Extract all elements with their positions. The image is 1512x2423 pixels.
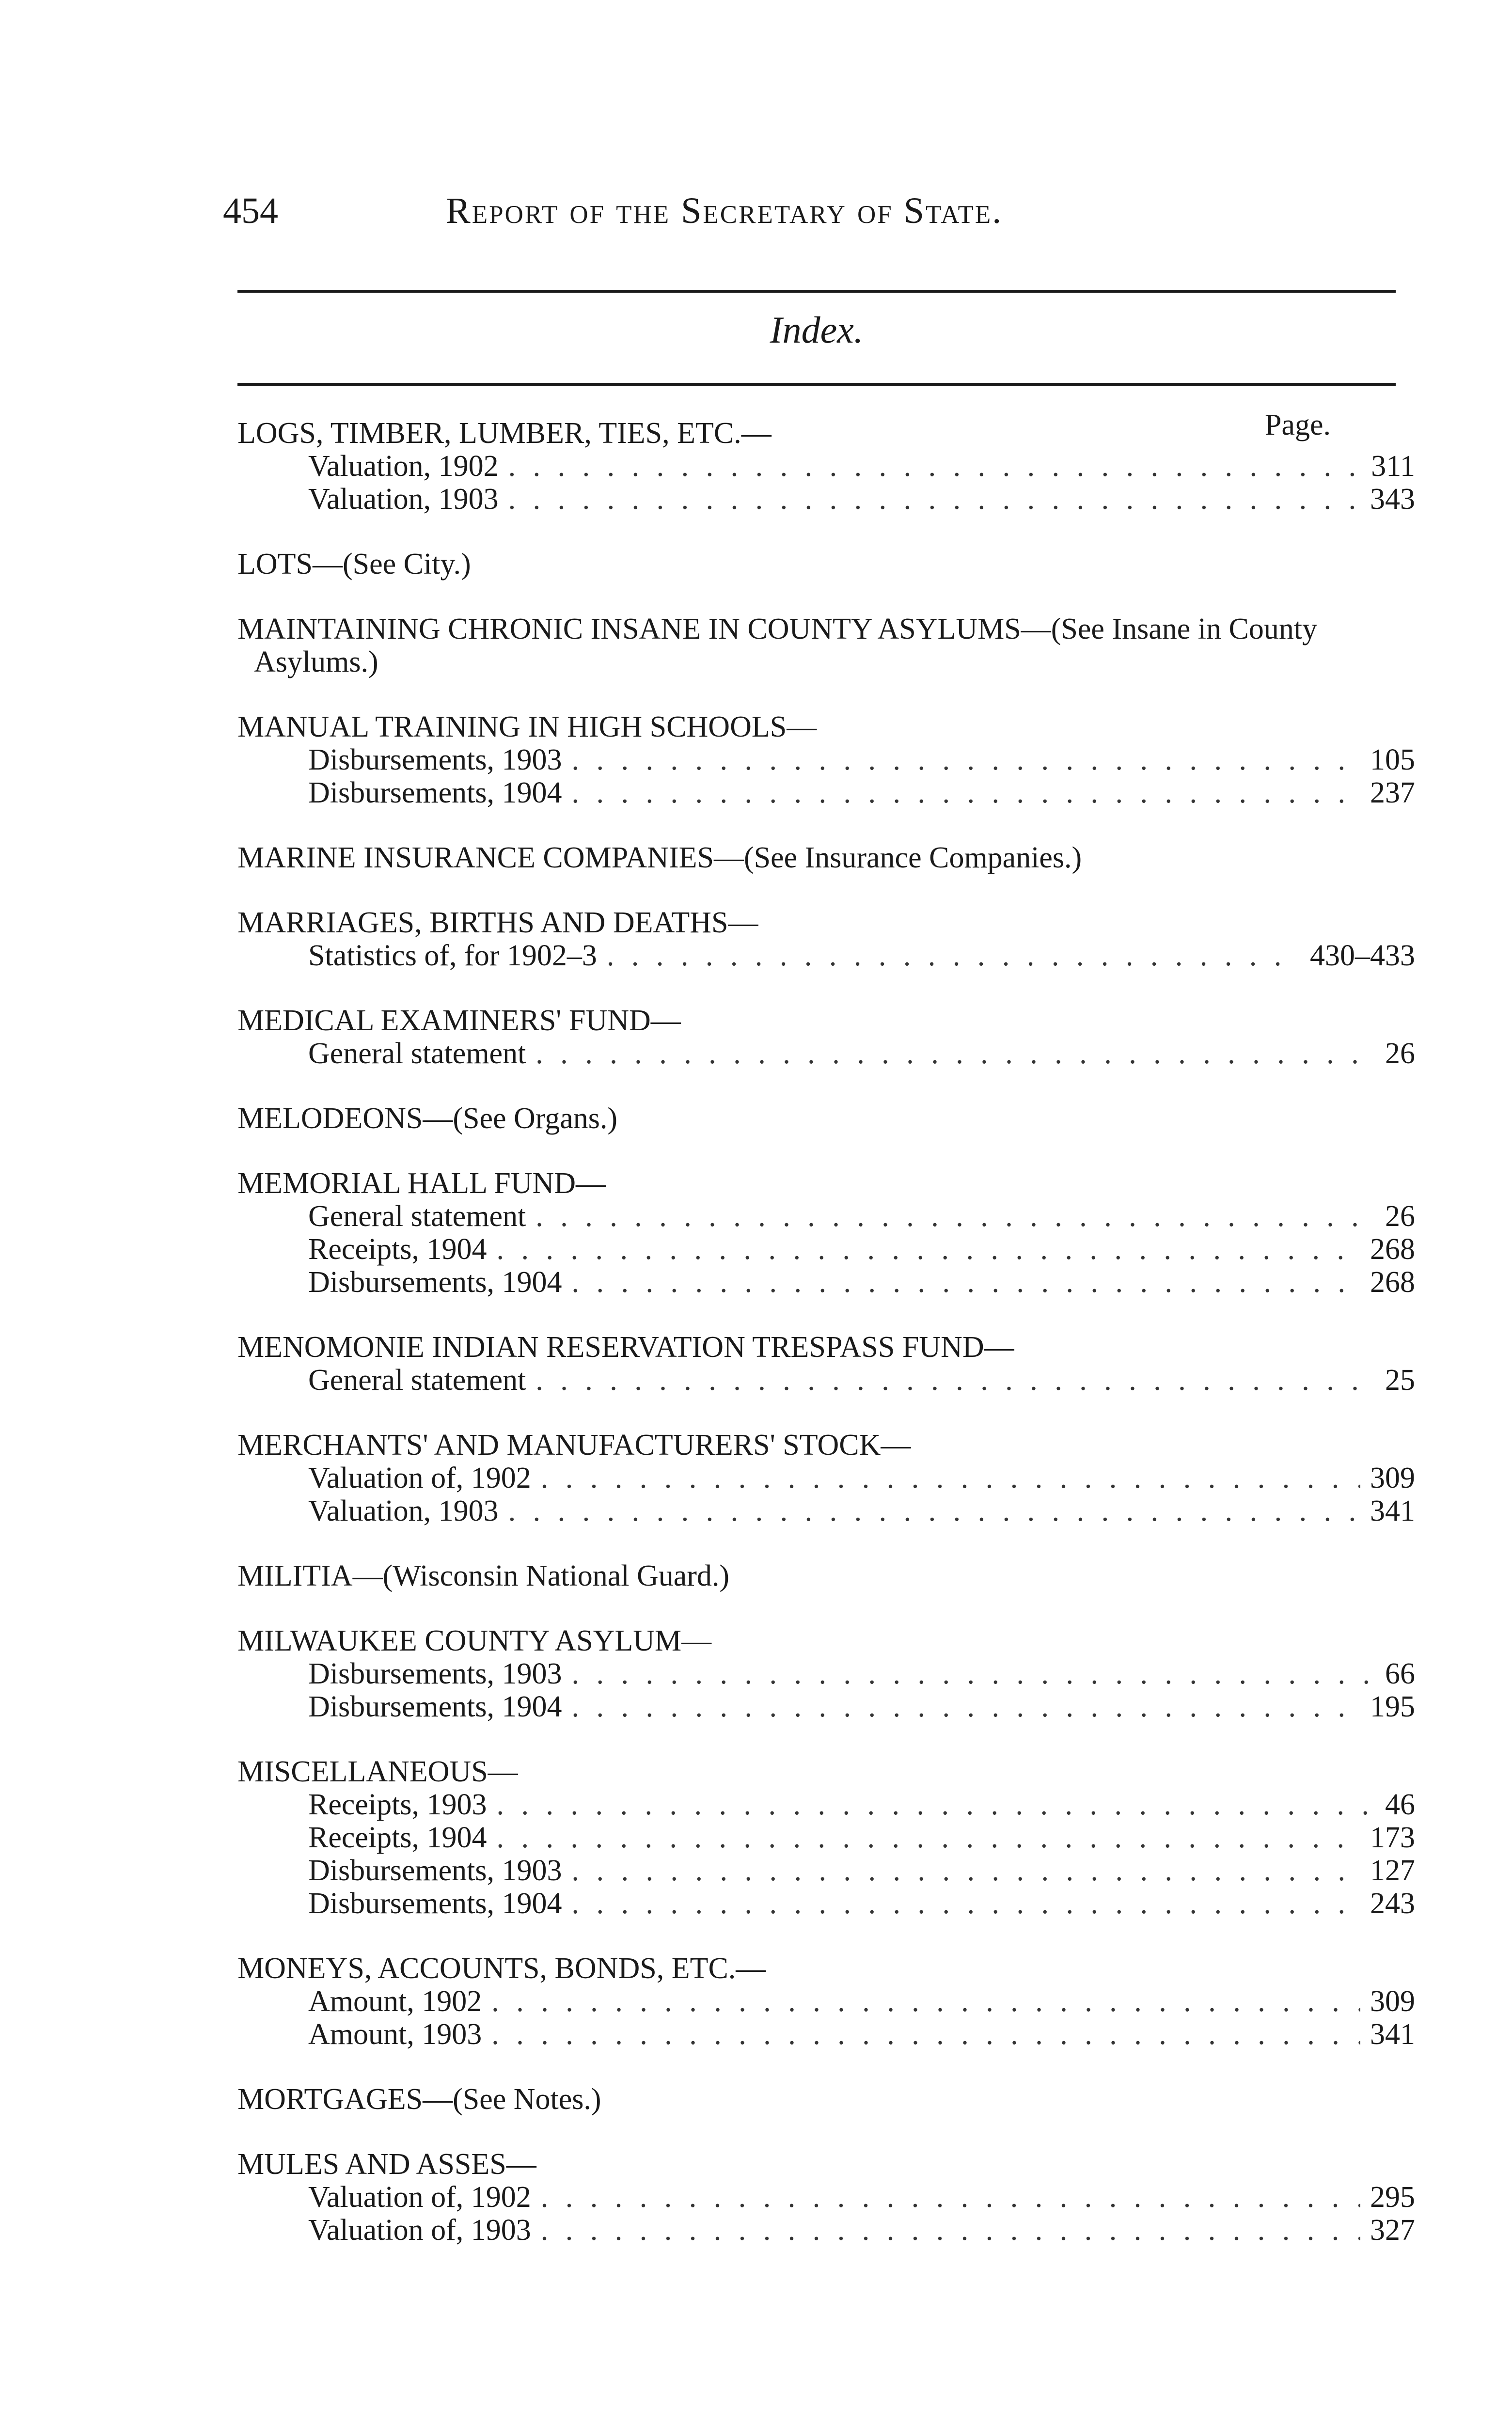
entry-row <box>237 450 1415 483</box>
index-entry <box>237 1952 1415 2051</box>
entry-page-ref: 173 <box>1370 1821 1415 1854</box>
dot-leader <box>572 776 1360 809</box>
entry-row <box>237 483 1415 516</box>
index-entry <box>237 2148 1415 2247</box>
entry-page-ref: 243 <box>1370 1887 1415 1920</box>
dot-leader <box>508 1495 1360 1527</box>
entry-label: Disbursements, 1903 <box>308 1854 562 1887</box>
entry-row <box>237 1985 1415 2018</box>
entry-heading: MORTGAGES—(See Notes.) <box>237 2083 601 2116</box>
dot-leader <box>572 1690 1360 1723</box>
entry-label: Statistics of, for 1902–3 <box>308 939 597 972</box>
entry-label: Amount, 1903 <box>308 2018 482 2051</box>
dot-leader <box>497 1233 1361 1266</box>
entry-row <box>237 1788 1415 1821</box>
index-entry <box>237 548 1415 581</box>
entry-page-ref: 66 <box>1385 1657 1415 1690</box>
entry-row <box>237 1200 1415 1233</box>
dot-leader <box>497 1788 1370 1821</box>
entry-page-ref: 341 <box>1370 1495 1415 1527</box>
entry-heading: MEDICAL EXAMINERS' FUND— <box>237 1004 681 1037</box>
entry-page-ref: 309 <box>1370 1462 1415 1495</box>
dot-leader <box>572 1266 1360 1299</box>
dot-leader <box>536 1200 1371 1233</box>
entry-row <box>237 1037 1415 1070</box>
dot-leader <box>541 2181 1360 2214</box>
entry-row <box>237 2018 1415 2051</box>
dot-leader <box>572 1657 1373 1690</box>
dot-leader <box>508 450 1362 483</box>
index-entry <box>237 613 1415 678</box>
entry-heading: MISCELLANEOUS— <box>237 1755 518 1788</box>
page-number: 454 <box>223 190 278 231</box>
index-list <box>237 417 1415 2279</box>
entry-heading: MILITIA—(Wisconsin National Guard.) <box>237 1559 730 1592</box>
entry-label: Disbursements, 1903 <box>308 743 562 776</box>
entry-heading: MEMORIAL HALL FUND— <box>237 1167 606 1200</box>
entry-row <box>237 1690 1415 1723</box>
index-entry <box>237 1331 1415 1397</box>
entry-heading: MULES AND ASSES— <box>237 2148 536 2181</box>
entry-row <box>237 1657 1415 1690</box>
entry-label: Disbursements, 1904 <box>308 1887 562 1920</box>
entry-label: Receipts, 1903 <box>308 1788 487 1821</box>
entry-row <box>237 1266 1415 1299</box>
entry-heading: MONEYS, ACCOUNTS, BONDS, ETC.— <box>237 1952 766 1985</box>
index-entry <box>237 1102 1415 1135</box>
entry-heading: LOGS, TIMBER, LUMBER, TIES, ETC.— <box>237 417 772 450</box>
entry-page-ref: 327 <box>1370 2214 1415 2247</box>
entry-page-ref: 295 <box>1370 2181 1415 2214</box>
entry-page-ref: 237 <box>1370 776 1415 809</box>
index-entry <box>237 1624 1415 1723</box>
entry-page-ref: 195 <box>1370 1690 1415 1723</box>
entry-label: Receipts, 1904 <box>308 1821 487 1854</box>
entry-label: Receipts, 1904 <box>308 1233 487 1266</box>
entry-page-ref: 26 <box>1385 1200 1415 1233</box>
entry-row <box>237 1495 1415 1527</box>
index-entry <box>237 2083 1415 2116</box>
entry-row <box>237 1364 1415 1397</box>
entry-page-ref: 268 <box>1370 1233 1415 1266</box>
entry-label: Valuation, 1903 <box>308 1495 499 1527</box>
entry-label: Valuation of, 1902 <box>308 1462 531 1495</box>
entry-row <box>237 1233 1415 1266</box>
dot-leader <box>541 2214 1360 2247</box>
entry-page-ref: 46 <box>1385 1788 1415 1821</box>
entry-heading: MELODEONS—(See Organs.) <box>237 1102 618 1135</box>
entry-page-ref: 25 <box>1385 1364 1415 1397</box>
entry-label: Valuation of, 1902 <box>308 2181 531 2214</box>
index-entry <box>237 1167 1415 1299</box>
entry-page-ref: 127 <box>1370 1854 1415 1887</box>
entry-heading: MARRIAGES, BIRTHS AND DEATHS— <box>237 906 758 939</box>
entry-heading: MERCHANTS' AND MANUFACTURERS' STOCK— <box>237 1429 911 1462</box>
dot-leader <box>491 2018 1360 2051</box>
index-entry <box>237 841 1415 874</box>
entry-label: Amount, 1902 <box>308 1985 482 2018</box>
entry-heading: LOTS—(See City.) <box>237 548 471 581</box>
entry-heading: MENOMONIE INDIAN RESERVATION TRESPASS FUND— <box>237 1331 1014 1364</box>
index-entry <box>237 710 1415 809</box>
entry-page-ref: 341 <box>1370 2018 1415 2051</box>
entry-row <box>237 1821 1415 1854</box>
top-rule <box>237 290 1396 293</box>
dot-leader <box>491 1985 1360 2018</box>
entry-label: Valuation of, 1903 <box>308 2214 531 2247</box>
dot-leader <box>572 743 1360 776</box>
entry-heading: MANUAL TRAINING IN HIGH SCHOOLS— <box>237 710 817 743</box>
bottom-rule <box>237 383 1396 386</box>
dot-leader <box>497 1821 1361 1854</box>
entry-heading: MARINE INSURANCE COMPANIES—(See Insurance Companies.) <box>237 841 1082 874</box>
entry-page-ref: 268 <box>1370 1266 1415 1299</box>
dot-leader <box>536 1037 1371 1070</box>
index-entry <box>237 1755 1415 1920</box>
dot-leader <box>572 1887 1360 1920</box>
entry-label: Disbursements, 1904 <box>308 1690 562 1723</box>
entry-page-ref: 430–433 <box>1310 939 1415 972</box>
dot-leader <box>541 1462 1360 1495</box>
section-title: Index. <box>770 309 864 351</box>
entry-row <box>237 2214 1415 2247</box>
entry-heading: MILWAUKEE COUNTY ASYLUM— <box>237 1624 712 1657</box>
dot-leader <box>572 1854 1360 1887</box>
entry-label: Valuation, 1902 <box>308 450 499 483</box>
entry-label: General statement <box>308 1364 526 1397</box>
entry-row <box>237 1854 1415 1887</box>
entry-page-ref: 309 <box>1370 1985 1415 2018</box>
entry-label: Disbursements, 1904 <box>308 1266 562 1299</box>
dot-leader <box>508 483 1360 516</box>
index-entry <box>237 1429 1415 1527</box>
entry-heading: MAINTAINING CHRONIC INSANE IN COUNTY ASYLUMS—(See Insane in County Asylums.) <box>237 613 1318 678</box>
running-title: Report of the Secretary of State. <box>446 190 1003 231</box>
index-entry <box>237 417 1415 516</box>
dot-leader <box>536 1364 1371 1397</box>
entry-row <box>237 743 1415 776</box>
index-entry <box>237 906 1415 972</box>
entry-page-ref: 26 <box>1385 1037 1415 1070</box>
index-entry <box>237 1559 1415 1592</box>
entry-row <box>237 1462 1415 1495</box>
entry-row <box>237 776 1415 809</box>
dot-leader <box>607 939 1300 972</box>
entry-label: Disbursements, 1904 <box>308 776 562 809</box>
entry-page-ref: 311 <box>1371 450 1415 483</box>
entry-row <box>237 939 1415 972</box>
entry-page-ref: 343 <box>1370 483 1415 516</box>
entry-row <box>237 1887 1415 1920</box>
entry-label: General statement <box>308 1200 526 1233</box>
entry-label: Valuation, 1903 <box>308 483 499 516</box>
entry-page-ref: 105 <box>1370 743 1415 776</box>
running-head <box>223 190 1415 243</box>
entry-label: General statement <box>308 1037 526 1070</box>
page-column-label: Page. <box>1265 409 1331 441</box>
entry-row <box>237 2181 1415 2214</box>
index-entry <box>237 1004 1415 1070</box>
entry-label: Disbursements, 1903 <box>308 1657 562 1690</box>
